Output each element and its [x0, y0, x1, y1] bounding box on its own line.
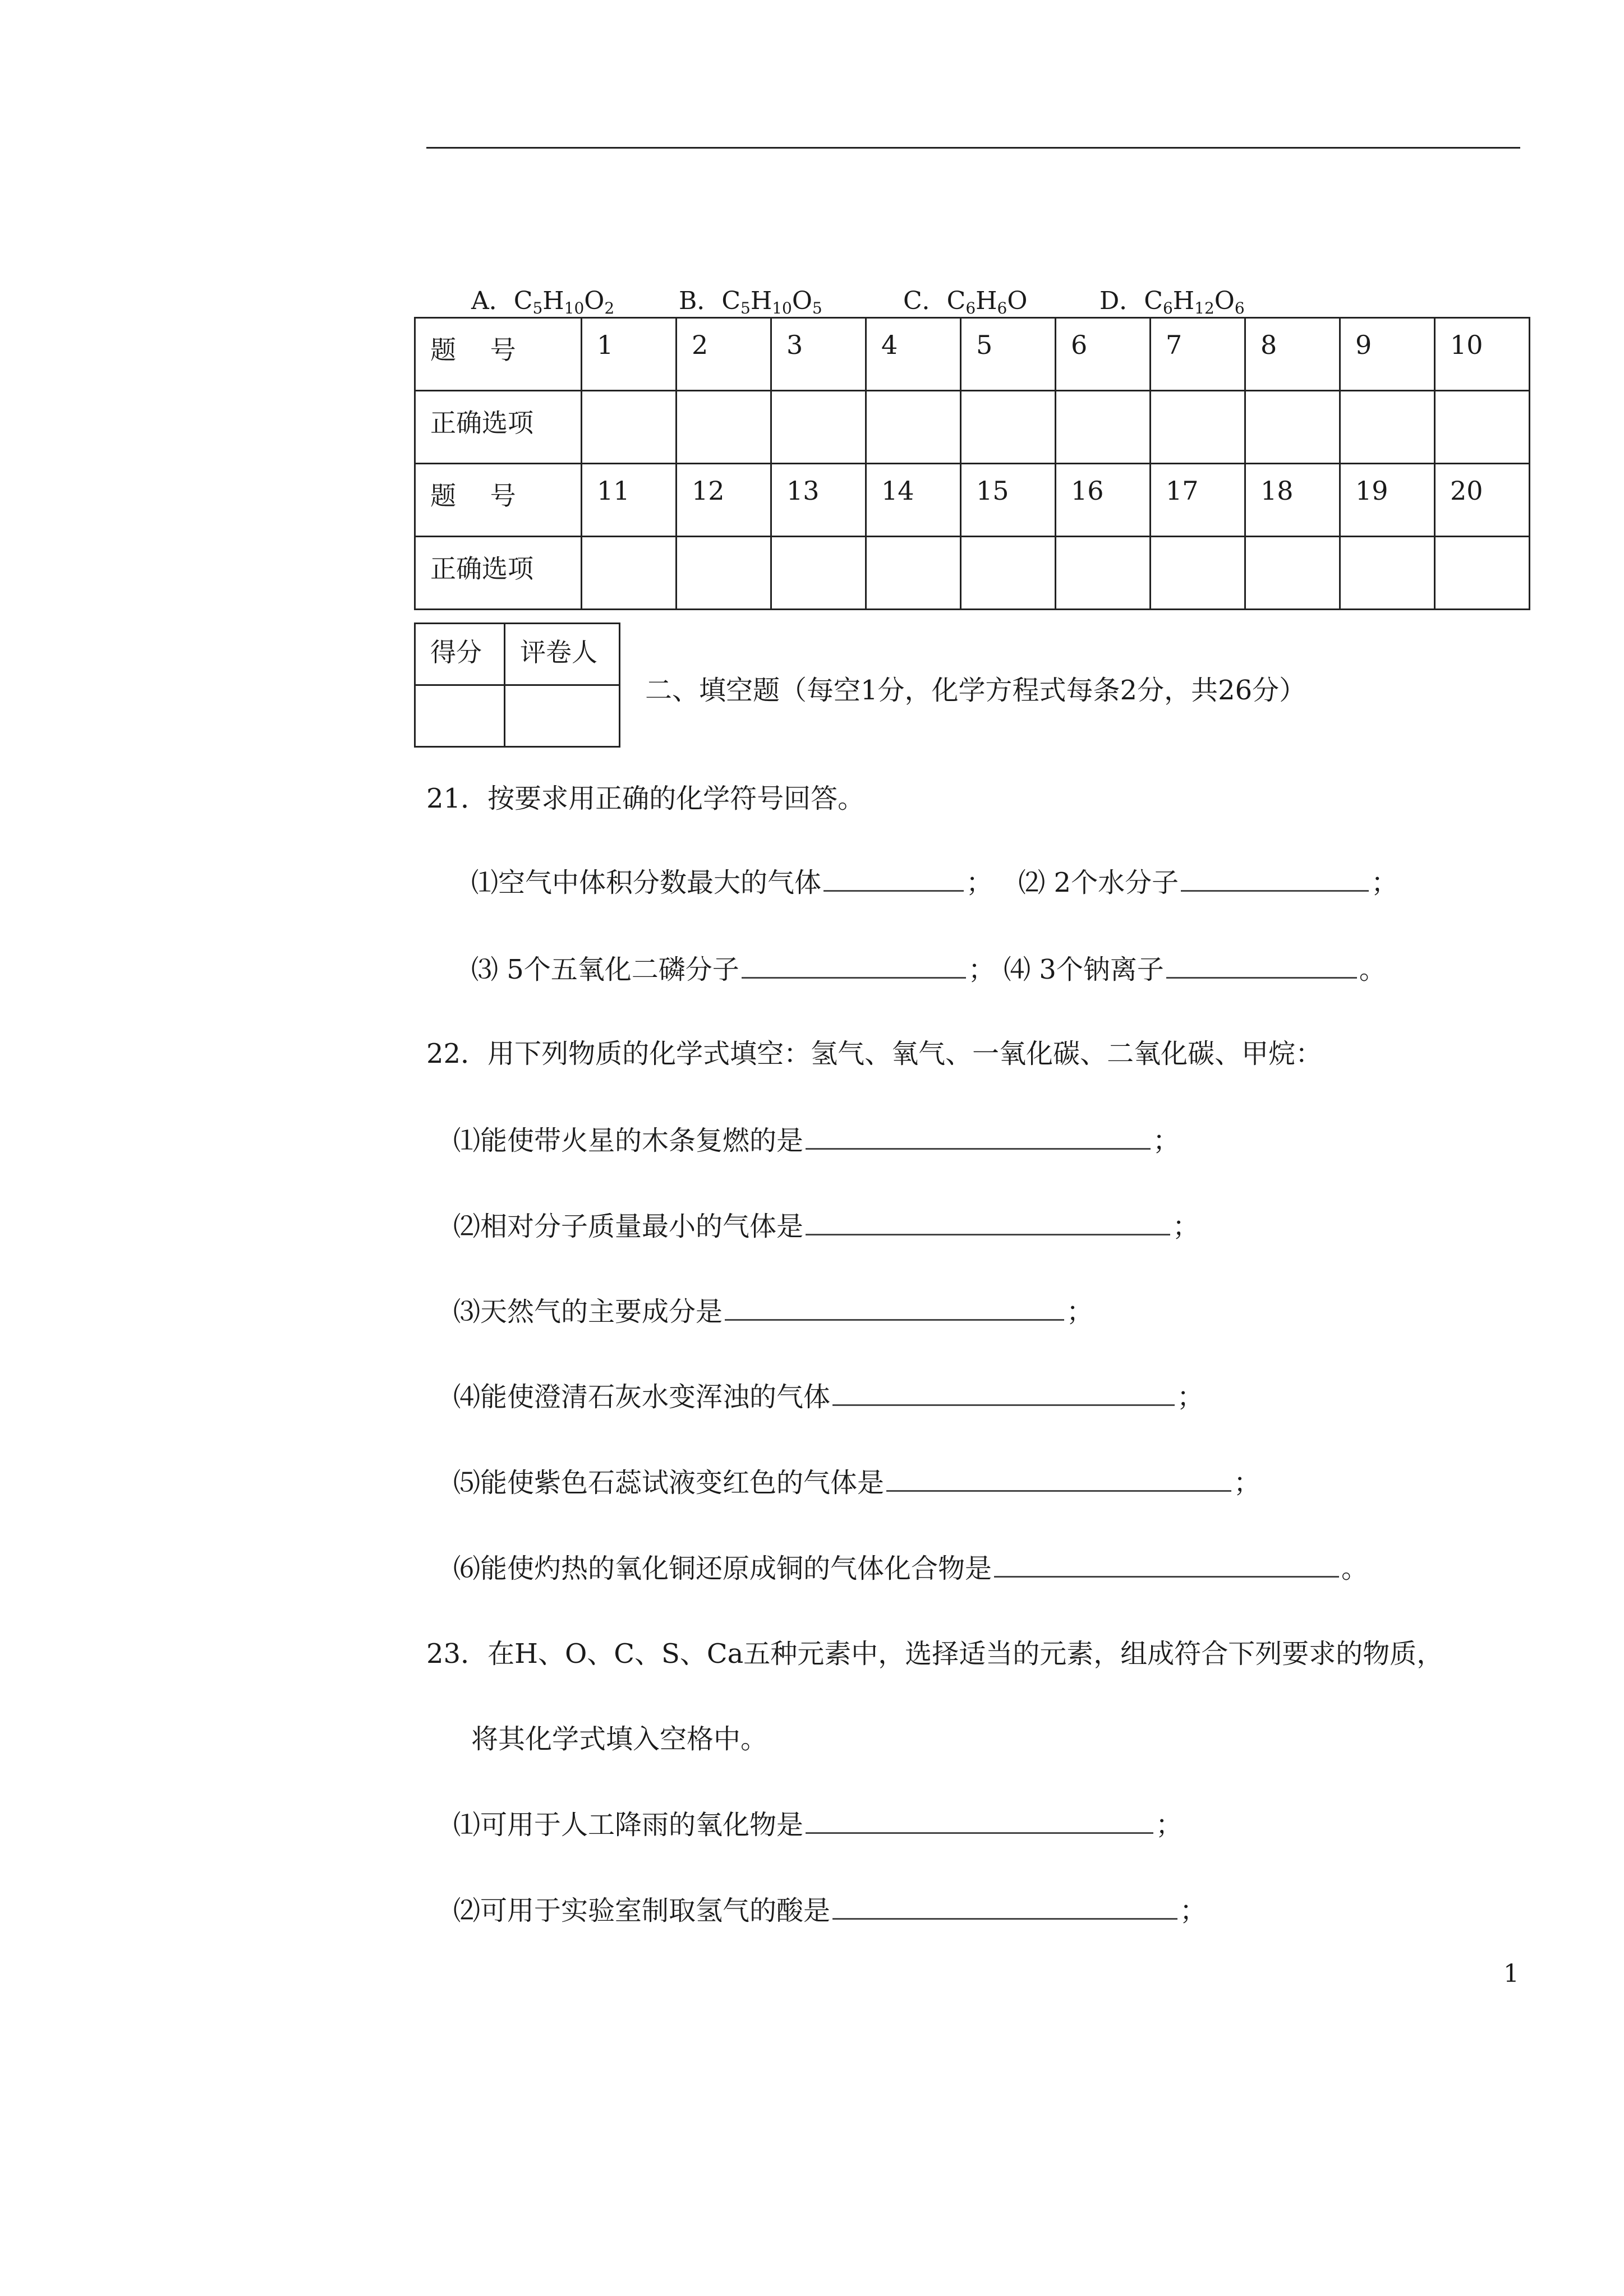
answer-cell[interactable] — [1435, 391, 1530, 464]
row-label-answer: 正确选项 — [415, 537, 582, 610]
answer-cell[interactable] — [582, 537, 677, 610]
answer-cell[interactable] — [771, 537, 866, 610]
option-c: C．$C_6H_6O$ — [903, 287, 1028, 317]
header-rule — [426, 147, 1520, 149]
question-number: 11 — [582, 464, 677, 537]
row-label-answer: 正确选项 — [415, 391, 582, 464]
q22-item — [453, 1375, 1204, 1414]
q22-stem: 22．用下列物质的化学式填空：氢气、氧气、一氧化碳、二氧化碳、甲烷： — [426, 1038, 1323, 1069]
question-number: 1 — [582, 318, 677, 391]
answer-cell[interactable] — [1056, 537, 1151, 610]
punct: ； — [1177, 1381, 1204, 1413]
answer-blank[interactable] — [806, 1808, 1153, 1834]
punct: ； — [1234, 1467, 1261, 1499]
q21-part3: ⑶ 5个五氧化二磷分子 — [471, 954, 739, 985]
answer-table — [414, 317, 1530, 610]
q22-item — [453, 1119, 1180, 1158]
punct: ； — [1371, 867, 1398, 898]
question-number: 9 — [1340, 318, 1435, 391]
number-row-2 — [415, 464, 1530, 537]
punct: ； — [1172, 1211, 1200, 1242]
punct: 。 — [1341, 1553, 1369, 1584]
answer-cell[interactable] — [677, 391, 771, 464]
q23-item-text: ⑴可用于人工降雨的氧化物是 — [453, 1809, 804, 1841]
question-number: 3 — [771, 318, 866, 391]
grader-label: 评卷人 — [505, 624, 620, 685]
q22-item-text: ⑹能使灼热的氧化铜还原成铜的气体化合物是 — [453, 1553, 992, 1584]
question-number: 6 — [1056, 318, 1151, 391]
section-2-title: 二、填空题（每空1分，化学方程式每条2分，共26分） — [645, 675, 1306, 706]
q22-item-text: ⑵相对分子质量最小的气体是 — [453, 1211, 804, 1242]
answer-cell[interactable] — [1435, 537, 1530, 610]
question-number: 7 — [1151, 318, 1245, 391]
option-b: B．$C_5H_{10}O_5$ — [679, 287, 822, 317]
answer-blank[interactable] — [832, 1893, 1177, 1920]
q21-part2: ⑵ 2个水分子 — [1018, 867, 1179, 898]
answer-cell[interactable] — [771, 391, 866, 464]
answer-row-1 — [415, 391, 1530, 464]
q22-item-text: ⑶天然气的主要成分是 — [453, 1296, 723, 1327]
punct: ； — [1180, 1895, 1207, 1926]
q22-item — [453, 1205, 1199, 1243]
question-number: 18 — [1245, 464, 1340, 537]
answer-cell[interactable] — [677, 537, 771, 610]
q21-part1: ⑴空气中体积分数最大的气体 — [471, 867, 822, 898]
score-label: 得分 — [415, 624, 505, 685]
punct: 。 — [1359, 954, 1386, 985]
answer-cell[interactable] — [1151, 537, 1245, 610]
answer-blank[interactable] — [742, 952, 966, 979]
question-number: 19 — [1340, 464, 1435, 537]
question-number: 13 — [771, 464, 866, 537]
question-number: 10 — [1435, 318, 1530, 391]
punct: ； — [1153, 1125, 1180, 1156]
question-number: 2 — [677, 318, 771, 391]
answer-cell[interactable] — [1056, 391, 1151, 464]
number-row-1 — [415, 318, 1530, 391]
answer-cell[interactable] — [866, 391, 961, 464]
answer-cell[interactable] — [961, 391, 1056, 464]
answer-cell[interactable] — [582, 391, 677, 464]
punct: ； — [1156, 1809, 1183, 1841]
answer-blank[interactable] — [1166, 952, 1357, 979]
punct: ； — [968, 954, 995, 985]
answer-blank[interactable] — [994, 1551, 1339, 1578]
q21-line2 — [471, 948, 1386, 986]
answer-blank[interactable] — [1181, 865, 1369, 892]
question-number: 5 — [961, 318, 1056, 391]
question-number: 12 — [677, 464, 771, 537]
score-box — [414, 623, 620, 748]
q22-item-text: ⑷能使澄清石灰水变浑浊的气体 — [453, 1381, 831, 1413]
answer-blank[interactable] — [886, 1465, 1231, 1492]
punct: ； — [1066, 1296, 1094, 1327]
q22-item — [453, 1547, 1368, 1585]
answer-cell[interactable] — [1245, 391, 1340, 464]
question-number: 14 — [866, 464, 961, 537]
row-label-number: 题 号 — [415, 318, 582, 391]
question-number: 15 — [961, 464, 1056, 537]
answer-blank[interactable] — [823, 865, 964, 892]
option-a: A．$C_5H_{10}O_2$ — [471, 287, 615, 317]
answer-blank[interactable] — [832, 1380, 1175, 1406]
answer-cell[interactable] — [1340, 537, 1435, 610]
punct: ； — [966, 867, 993, 898]
q22-item-text: ⑸能使紫色石蕊试液变红色的气体是 — [453, 1467, 885, 1499]
answer-cell[interactable] — [961, 537, 1056, 610]
option-d: D．$C_6H_{12}O_6$ — [1099, 287, 1245, 317]
question-number: 20 — [1435, 464, 1530, 537]
answer-row-2 — [415, 537, 1530, 610]
q21-stem: 21．按要求用正确的化学符号回答。 — [426, 783, 865, 814]
question-number: 17 — [1151, 464, 1245, 537]
q23-stem-line2: 将其化学式填入空格中。 — [471, 1723, 768, 1755]
q23-item — [453, 1889, 1207, 1928]
q22-item — [453, 1461, 1260, 1500]
answer-cell[interactable] — [1151, 391, 1245, 464]
answer-blank[interactable] — [806, 1209, 1170, 1235]
answer-cell[interactable] — [866, 537, 961, 610]
row-label-number: 题 号 — [415, 464, 582, 537]
q22-item-text: ⑴能使带火星的木条复燃的是 — [453, 1125, 804, 1156]
answer-blank[interactable] — [725, 1294, 1064, 1321]
score-cell[interactable] — [415, 685, 505, 747]
answer-cell[interactable] — [1340, 391, 1435, 464]
page-number: 1 — [1503, 1960, 1519, 1988]
q23-item-text: ⑵可用于实验室制取氢气的酸是 — [453, 1895, 831, 1926]
q23-stem-line1: 23．在H、O、C、S、Ca五种元素中，选择适当的元素，组成符合下列要求的物质， — [426, 1638, 1444, 1670]
answer-cell[interactable] — [1245, 537, 1340, 610]
q22-item — [453, 1290, 1093, 1329]
grader-cell[interactable] — [505, 685, 620, 747]
answer-blank[interactable] — [806, 1123, 1151, 1150]
question-number: 16 — [1056, 464, 1151, 537]
q21-part4: ⑷ 3个钠离子 — [1004, 954, 1164, 985]
q23-item — [453, 1803, 1183, 1842]
question-number: 4 — [866, 318, 961, 391]
question-number: 8 — [1245, 318, 1340, 391]
q21-line1 — [471, 861, 1398, 900]
